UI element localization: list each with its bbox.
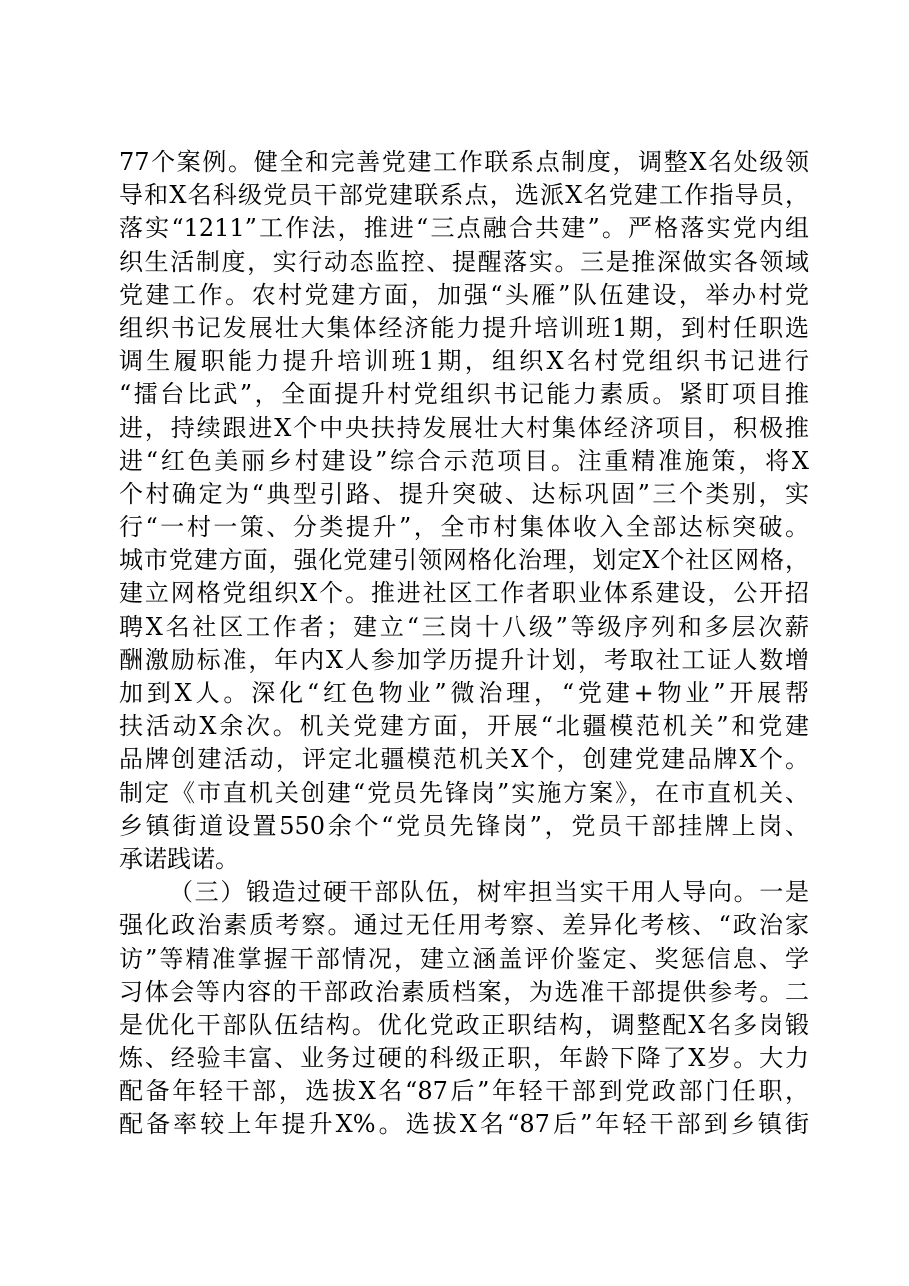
text-line: 访”等精准掌握干部情况，建立涵盖评价鉴定、奖惩信息、学 xyxy=(119,944,809,973)
text-line: 进，持续跟进X个中央扶持发展壮大村集体经济项目，积极推 xyxy=(119,413,809,442)
text-line: 导和X名科级党员干部党建联系点，选派X名党建工作指导员， xyxy=(119,181,809,210)
text-line: 乡镇街道设置550余个“党员先锋岗”，党员干部挂牌上岗、 xyxy=(119,811,809,840)
text-line: 是优化干部队伍结构。优化党政正职结构，调整配X名多岗锻 xyxy=(119,1010,809,1039)
text-line: 制定《市直机关创建“党员先锋岗”实施方案》，在市直机关、 xyxy=(119,778,809,807)
text-line: 建立网格党组织X个。推进社区工作者职业体系建设，公开招 xyxy=(119,579,809,608)
text-line: 织生活制度，实行动态监控、提醒落实。三是推深做实各领域 xyxy=(119,247,809,276)
text-line: 酬激励标准，年内X人参加学历提升计划，考取社工证人数增 xyxy=(119,645,809,674)
text-line: 承诺践诺。 xyxy=(119,844,239,873)
text-line: 落实“1211”工作法，推进“三点融合共建”。严格落实党内组 xyxy=(119,214,809,243)
text-line: 强化政治素质考察。通过无任用考察、差异化考核、“政治家 xyxy=(119,911,809,940)
text-line: 党建工作。农村党建方面，加强“头雁”队伍建设，举办村党 xyxy=(119,280,809,309)
text-line: 组织书记发展壮大集体经济能力提升培训班1期，到村任职选 xyxy=(119,313,809,342)
text-line: 加到X人。深化“红色物业”微治理，“党建+物业”开展帮 xyxy=(119,679,809,707)
text-line: 个村确定为“典型引路、提升突破、达标巩固”三个类别，实 xyxy=(119,479,809,508)
text-line: 品牌创建活动，评定北疆模范机关X个，创建党建品牌X个。 xyxy=(119,745,809,774)
text-line: 城市党建方面，强化党建引领网格化治理，划定X个社区网格， xyxy=(119,546,809,575)
text-line: 扶活动X余次。机关党建方面，开展“北疆模范机关”和党建 xyxy=(119,712,809,741)
text-line: 77个案例。健全和完善党建工作联系点制度，调整X名处级领 xyxy=(119,148,809,176)
text-line: 配备年轻干部，选拔X名“87后”年轻干部到党政部门任职， xyxy=(119,1077,809,1106)
document-body xyxy=(119,146,809,1142)
text-line: “擂台比武”，全面提升村党组织书记能力素质。紧盯项目推 xyxy=(119,380,809,409)
text-line: 配备率较上年提升X%。选拔X名“87后”年轻干部到乡镇街 xyxy=(119,1110,809,1139)
text-line: 习体会等内容的干部政治素质档案，为选准干部提供参考。二 xyxy=(119,977,809,1006)
text-line: 炼、经验丰富、业务过硬的科级正职，年龄下降了X岁。大力 xyxy=(119,1044,809,1073)
section-heading-line: （三）锻造过硬干部队伍，树牢担当实干用人导向。一是 xyxy=(169,878,809,907)
text-line: 调生履职能力提升培训班1期，组织X名村党组织书记进行 xyxy=(119,347,809,376)
text-line: 行“一村一策、分类提升”，全市村集体收入全部达标突破。 xyxy=(119,513,809,542)
text-line: 进“红色美丽乡村建设”综合示范项目。注重精准施策，将X xyxy=(119,446,809,475)
text-line: 聘X名社区工作者；建立“三岗十八级”等级序列和多层次薪 xyxy=(119,612,809,641)
